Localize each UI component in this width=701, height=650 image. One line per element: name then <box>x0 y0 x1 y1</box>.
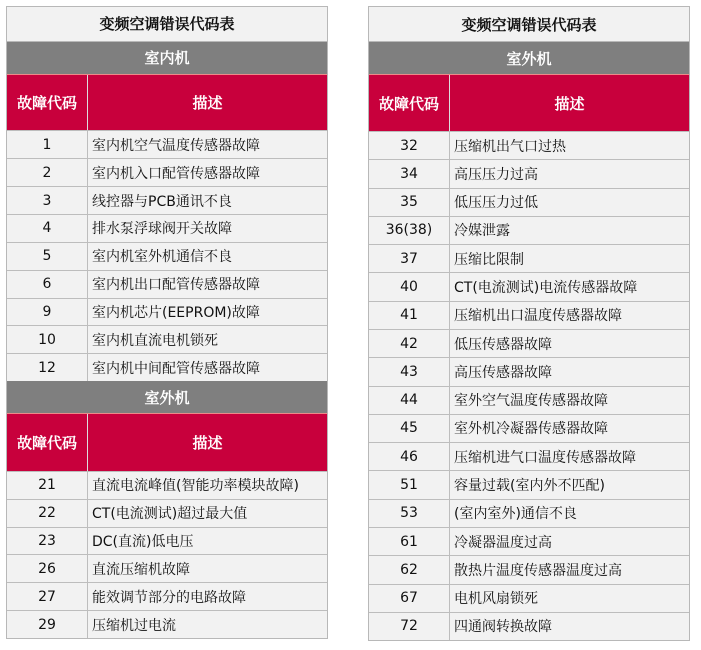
table-row <box>7 214 327 242</box>
error-code: 37 <box>369 245 450 272</box>
table-row <box>369 499 689 527</box>
table-row <box>369 527 689 555</box>
table-row <box>7 325 327 353</box>
section-header: 室外机 <box>369 42 689 74</box>
column-header-code: 故障代码 <box>369 75 450 131</box>
table-row <box>7 610 327 638</box>
column-header-row <box>7 74 327 131</box>
table-row <box>369 272 689 300</box>
error-code: 72 <box>369 613 450 640</box>
table-row <box>369 584 689 612</box>
table-title: 变频空调错误代码表 <box>369 7 689 42</box>
error-description: CT(电流测试)超过最大值 <box>92 506 248 523</box>
rows-group <box>7 130 327 381</box>
error-description: 压缩机进气口温度传感器故障 <box>454 449 636 466</box>
error-description: 室内机直流电机锁死 <box>92 332 218 349</box>
table-row <box>7 298 327 326</box>
error-description: 低压传感器故障 <box>454 336 552 353</box>
table-row <box>369 301 689 329</box>
error-code: 4 <box>7 215 88 242</box>
error-code: 12 <box>7 354 88 381</box>
table-row <box>369 329 689 357</box>
table-row <box>7 471 327 499</box>
table-row <box>7 186 327 214</box>
error-description: (室内室外)通信不良 <box>454 506 577 523</box>
error-code: 27 <box>7 583 88 610</box>
section-header: 室内机 <box>7 42 327 74</box>
table-row <box>7 270 327 298</box>
error-code: 42 <box>369 330 450 357</box>
error-description: CT(电流测试)电流传感器故障 <box>454 280 638 297</box>
error-code: 34 <box>369 160 450 187</box>
error-description: 室内机空气温度传感器故障 <box>92 137 260 154</box>
error-description: 排水泵浮球阀开关故障 <box>92 221 232 238</box>
error-description: 直流电流峰值(智能功率模块故障) <box>92 478 299 495</box>
table-row <box>369 470 689 498</box>
error-code: 23 <box>7 528 88 555</box>
error-description: 四通阀转换故障 <box>454 619 552 636</box>
error-code: 10 <box>7 326 88 353</box>
table-row <box>369 442 689 470</box>
error-code: 43 <box>369 358 450 385</box>
error-code: 26 <box>7 555 88 582</box>
table-row <box>369 131 689 159</box>
error-code: 61 <box>369 528 450 555</box>
column-header-row <box>369 74 689 131</box>
error-description: 直流压缩机故障 <box>92 561 190 578</box>
table-row <box>369 188 689 216</box>
error-code: 46 <box>369 443 450 470</box>
error-code: 5 <box>7 243 88 270</box>
error-description: 室内机芯片(EEPROM)故障 <box>92 305 260 321</box>
error-description: DC(直流)低电压 <box>92 533 194 550</box>
column-header-desc: 描述 <box>192 94 223 113</box>
error-code-table-right <box>368 6 690 641</box>
column-header-desc: 描述 <box>554 94 585 113</box>
error-code: 9 <box>7 299 88 326</box>
table-row <box>7 499 327 527</box>
error-description: 低压压力过低 <box>454 195 538 212</box>
error-description: 室内机入口配管传感器故障 <box>92 165 260 182</box>
table-row <box>369 414 689 442</box>
error-description: 冷媒泄露 <box>454 223 510 240</box>
error-code: 32 <box>369 132 450 159</box>
error-description: 冷凝器温度过高 <box>454 534 552 551</box>
table-row <box>369 216 689 244</box>
table-row <box>7 130 327 158</box>
error-description: 室内机室外机通信不良 <box>92 249 232 266</box>
error-code: 6 <box>7 271 88 298</box>
error-code: 44 <box>369 387 450 414</box>
table-row <box>369 244 689 272</box>
error-code: 67 <box>369 585 450 612</box>
table-row <box>369 386 689 414</box>
error-description: 室外空气温度传感器故障 <box>454 393 608 410</box>
rows-group <box>7 471 327 638</box>
error-code: 29 <box>7 611 88 638</box>
table-row <box>7 582 327 610</box>
error-description: 容量过载(室内外不匹配) <box>454 478 605 495</box>
table-row <box>7 527 327 555</box>
column-header-code: 故障代码 <box>7 414 88 471</box>
error-description: 能效调节部分的电路故障 <box>92 589 246 606</box>
column-header-desc: 描述 <box>192 433 223 452</box>
table-row <box>369 159 689 187</box>
error-code: 1 <box>7 131 88 158</box>
column-header-row <box>7 413 327 471</box>
error-description: 电机风扇锁死 <box>454 591 538 608</box>
table-row <box>7 242 327 270</box>
error-description: 高压传感器故障 <box>454 364 552 381</box>
error-description: 压缩比限制 <box>454 251 524 268</box>
error-code: 21 <box>7 472 88 499</box>
error-description: 散热片温度传感器温度过高 <box>454 562 622 579</box>
error-description: 压缩机出气口过热 <box>454 138 566 155</box>
error-code: 40 <box>369 273 450 300</box>
error-code: 2 <box>7 159 88 186</box>
rows-group <box>369 131 689 640</box>
error-description: 室内机出口配管传感器故障 <box>92 277 260 294</box>
error-description: 压缩机出口温度传感器故障 <box>454 308 622 325</box>
table-row <box>369 612 689 640</box>
error-code: 36(38) <box>369 217 450 244</box>
error-code: 53 <box>369 500 450 527</box>
error-code: 22 <box>7 500 88 527</box>
table-row <box>7 554 327 582</box>
error-description: 室内机中间配管传感器故障 <box>92 360 260 377</box>
error-code-table-left <box>6 6 328 639</box>
table-row <box>7 158 327 186</box>
table-title: 变频空调错误代码表 <box>7 7 327 42</box>
error-code: 45 <box>369 415 450 442</box>
table-row <box>369 555 689 583</box>
error-code: 35 <box>369 189 450 216</box>
error-description: 室外机冷凝器传感器故障 <box>454 421 608 438</box>
table-row <box>369 357 689 385</box>
table-row <box>7 353 327 381</box>
error-code: 62 <box>369 556 450 583</box>
error-code: 41 <box>369 302 450 329</box>
column-header-code: 故障代码 <box>7 75 88 131</box>
error-description: 线控器与PCB通讯不良 <box>92 193 232 210</box>
error-description: 压缩机过电流 <box>92 617 176 634</box>
error-code: 3 <box>7 187 88 214</box>
error-description: 高压压力过高 <box>454 166 538 183</box>
section-header: 室外机 <box>7 381 327 413</box>
error-code: 51 <box>369 471 450 498</box>
